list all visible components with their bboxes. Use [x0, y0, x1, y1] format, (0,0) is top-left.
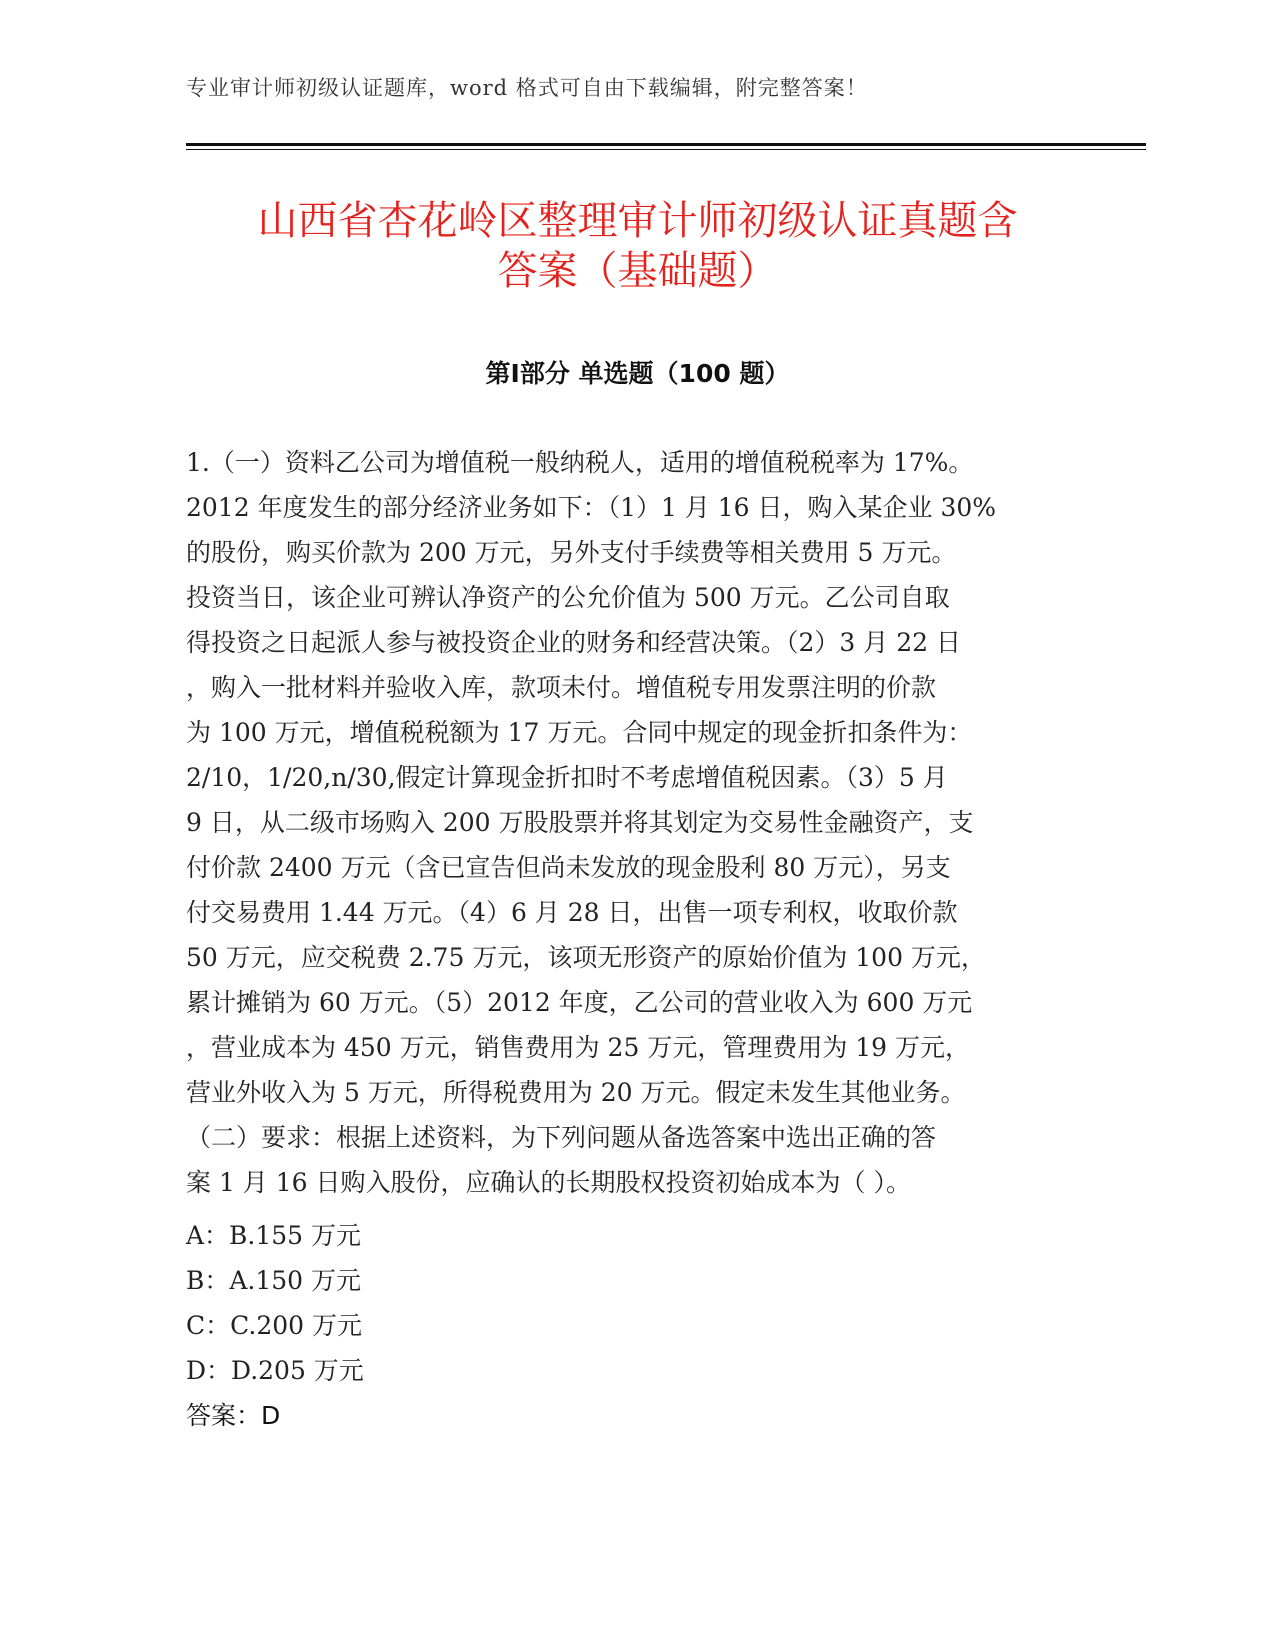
- header-note: 专业审计师初级认证题库，word 格式可自由下载编辑，附完整答案！: [186, 76, 868, 100]
- question-line: 9 日，从二级市场购入 200 万股股票并将其划定为交易性金融资产，支: [186, 808, 974, 837]
- question-line: ，营业成本为 450 万元，销售费用为 25 万元，管理费用为 19 万元，: [186, 1033, 971, 1062]
- option-a: A：B.155 万元: [186, 1221, 362, 1250]
- question-line: （二）要求：根据上述资料，为下列问题从备选答案中选出正确的答: [186, 1123, 937, 1152]
- question-line: 50 万元，应交税费 2.75 万元，该项无形资产的原始价值为 100 万元，: [186, 943, 986, 972]
- question-line: 2/10，1/20,n/30,假定计算现金折扣时不考虑增值税因素。（3）5 月: [186, 763, 948, 792]
- option-c: C：C.200 万元: [186, 1311, 362, 1340]
- document-title: [150, 196, 1125, 296]
- title-line-2: 答案（基础题）: [497, 248, 778, 294]
- option-d: D：D.205 万元: [186, 1356, 364, 1385]
- answer-key: 答案：D: [186, 1401, 281, 1430]
- question-line: ，购入一批材料并验收入库，款项未付。增值税专用发票注明的价款: [186, 673, 937, 702]
- title-line-1: 山西省杏花岭区整理审计师初级认证真题含: [257, 198, 1018, 244]
- question-line: 得投资之日起派人参与被投资企业的财务和经营决策。（2）3 月 22 日: [186, 628, 961, 657]
- question-line: 为 100 万元，增值税税额为 17 万元。合同中规定的现金折扣条件为：: [186, 718, 973, 747]
- header-rule-thin: [186, 149, 1146, 150]
- option-b: B：A.150 万元: [186, 1266, 362, 1295]
- question-line: 营业外收入为 5 万元，所得税费用为 20 万元。假定未发生其他业务。: [186, 1078, 966, 1107]
- question-line: 案 1 月 16 日购入股份，应确认的长期股权投资初始成本为（ ）。: [186, 1168, 911, 1197]
- question-line: 投资当日，该企业可辨认净资产的公允价值为 500 万元。乙公司自取: [186, 583, 950, 612]
- question-line: 付交易费用 1.44 万元。（4）6 月 28 日，出售一项专利权，收取价款: [186, 898, 958, 927]
- question-line: 付价款 2400 万元（含已宣告但尚未发放的现金股利 80 万元），另支: [186, 853, 951, 882]
- header-rule-thick: [186, 143, 1146, 146]
- question-line: 1.（一）资料乙公司为增值税一般纳税人，适用的增值税税率为 17%。: [186, 448, 974, 477]
- answer-options: [186, 1213, 1086, 1393]
- question-text: [186, 440, 1086, 1205]
- question-line: 2012 年度发生的部分经济业务如下：（1）1 月 16 日，购入某企业 30%: [186, 493, 997, 522]
- question-line: 累计摊销为 60 万元。（5）2012 年度，乙公司的营业收入为 600 万元: [186, 988, 973, 1017]
- section-title: 第Ⅰ部分 单选题（100 题）: [485, 359, 790, 388]
- question-line: 的股份，购买价款为 200 万元，另外支付手续费等相关费用 5 万元。: [186, 538, 957, 567]
